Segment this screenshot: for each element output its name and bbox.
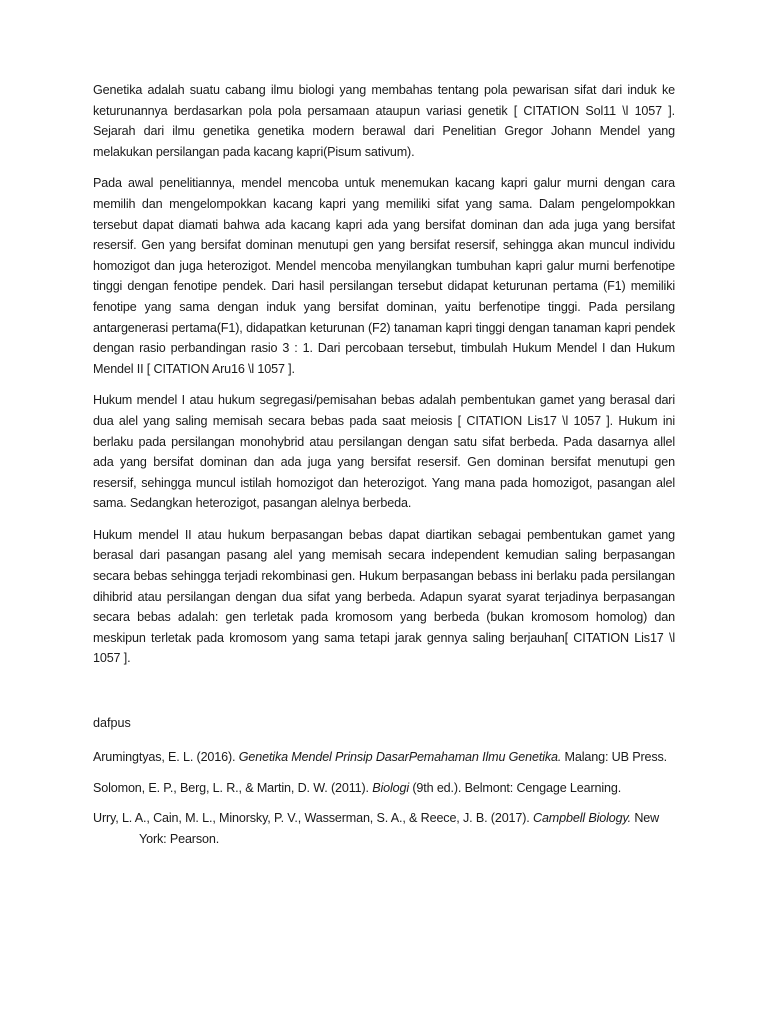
document-page (93, 80, 675, 859)
reference-publisher: New York: Pearson. (139, 811, 660, 846)
paragraph-mendel-law-2: Hukum mendel II atau hukum berpasangan bebas dapat diartikan sebagai pembentukan gamet yang berasal dari pasangan pasang alel yang memisah secara independent kemudian saling berpasangan secara bebas sehingga terjadi rekombinasi gen. Hukum berpasangan bebass ini berlaku pada persilangan dihibrid atau persilangan dengan dua sifat yang berbeda. Adapun syarat syarat terjadinya berpasangan secara bebas adalah: gen terletak pada kromosom yang berbeda (bukan kromosom homolog) dan meskipun terletak pada kromosom yang sama tetapi jarak gennya saling berjauhan[ CITATION Lis17 \l 1057 ]. (93, 527, 675, 666)
paragraph-mendel-experiment: Pada awal penelitiannya, mendel mencoba untuk menemukan kacang kapri galur murni dengan cara memilih dan mengelompokkan kacang kapri yang memiliki sifat yang sama. Dalam pengelompokkan tersebut dapat diamati bahwa ada kacang kapri ada yang bersifat dominan dan ada juga yang bersifat resersif. Gen yang bersifat dominan menutupi gen yang bersifat resersif, sehingga akan muncul individu homozigot dan juga heterozigot. Mendel mencoba menyilangkan tumbuhan kapri galur murni berfenotipe tinggi dengan fenotipe pendek. Dari hasil persilangan tersebut didapat keturunan pertama (F1) memiliki fenotipe yang sama dengan induk yang bersifat dominan, yaitu berfenotipe tinggi. Pada persilang antargenerasi pertama(F1), didapatkan keturunan (F2) tanaman kapri tinggi dengan tanaman kapri pendek dengan rasio perbandingan rasio 3 : 1. Dari percobaan tersebut, timbulah Hukum Mendel I dan Hukum Mendel II [ CITATION Aru16 \l 1057 ]. (93, 176, 675, 376)
reference-title: Biologi (372, 780, 410, 795)
reference-publisher: (9th ed.). Belmont: Cengage Learning. (409, 780, 622, 795)
reference-item (93, 778, 675, 799)
reference-authors: Solomon, E. P., Berg, L. R., & Martin, D. W. (2011). (93, 780, 373, 795)
reference-authors: Arumingtyas, E. L. (2016). (93, 750, 239, 765)
reference-publisher: Malang: UB Press. (561, 750, 667, 765)
reference-title: Campbell Biology. (533, 811, 632, 826)
references-heading: dafpus (93, 716, 131, 731)
paragraph-mendel-law-1: Hukum mendel I atau hukum segregasi/pemisahan bebas adalah pembentukan gamet yang berasal dari dua alel yang saling memisah secara bebas pada saat meiosis [ CITATION Lis17 \l 1057 ]. Hukum ini berlaku pada persilangan monohybrid atau persilangan dengan satu sifat berbeda. Pada dasarnya allel ada yang bersifat dominan dan ada juga yang bersifat resersif. Gen dominan bersifat menutupi gen resersif, sehingga muncul istilah homozigot dan heterozigot. Yang mana pada homozigot, pasangan alel sama. Sedangkan heterozigot, pasangan alelnya berbeda. (93, 393, 675, 511)
paragraph-genetics-intro: Genetika adalah suatu cabang ilmu biologi yang membahas tentang pola pewarisan sifat dari induk ke keturunannya berdasarkan pola pola persamaan ataupun variasi genetik [ CITATION Sol11 \l 1057 ]. Sejarah dari ilmu genetika genetika modern berawal dari Penelitian Gregor Johann Mendel yang melakukan persilangan pada kacang kapri(Pisum sativum). (93, 83, 675, 159)
reference-title: Genetika Mendel Prinsip DasarPemahaman Ilmu Genetika. (238, 750, 562, 765)
reference-authors: Urry, L. A., Cain, M. L., Minorsky, P. V., Wasserman, S. A., & Reece, J. B. (2017). (93, 811, 533, 826)
reference-item (93, 747, 675, 768)
reference-item (93, 808, 675, 849)
